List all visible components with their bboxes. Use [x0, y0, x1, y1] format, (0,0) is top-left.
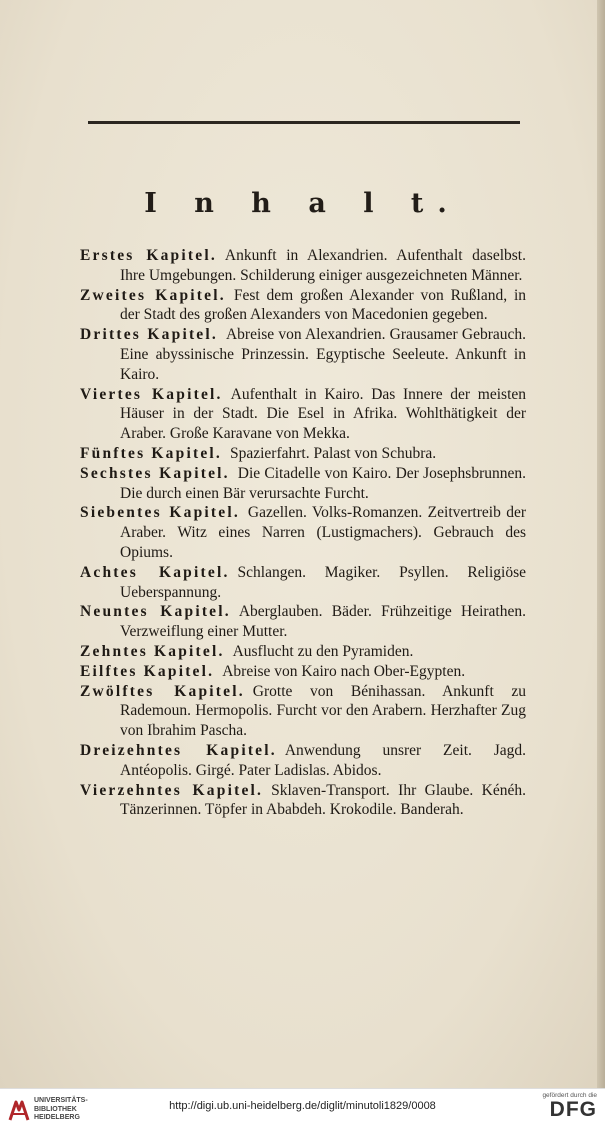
funding-label: gefördert durch die [542, 1092, 597, 1099]
viewer-footer [0, 1088, 605, 1129]
toc-entry-11 [80, 662, 526, 682]
chapter-label: Drittes Kapitel. [80, 326, 218, 344]
toc-entry-9 [80, 602, 526, 642]
chapter-summary: Grotte von Bénihassan. Ankunft zu Rademoun. Hermopolis. Furcht vor den Arabern. Herzhafter Zug von Ibrahim Pascha. [120, 682, 526, 740]
toc-entry-1 [80, 246, 526, 286]
page-title: I n h a l t. [144, 188, 461, 219]
chapter-summary: Abreise von Kairo nach Ober-Egypten. [222, 662, 466, 680]
logo-line-2: BIBLIOTHEK [34, 1105, 77, 1113]
table-of-contents [80, 246, 526, 820]
toc-entry-8 [80, 563, 526, 603]
chapter-label: Erstes Kapitel. [80, 247, 217, 264]
chapter-label: Sechstes Kapitel. [80, 464, 230, 482]
chapter-summary: Ankunft in Alexandrien. Aufenthalt daselbst. Ihre Umgebungen. Schilderung einiger ausgezeichneten Männer. [120, 247, 526, 284]
chapter-summary: Schlangen. Magiker. Psyllen. Religiöse Ueberspannung. [120, 563, 526, 601]
permalink-url[interactable]: http://digi.ub.uni-heidelberg.de/diglit/minutoli1829/0008 [169, 1100, 436, 1112]
page-edge [597, 0, 605, 1088]
chapter-label: Zweites Kapitel. [80, 286, 226, 304]
chapter-label: Neuntes Kapitel. [80, 603, 231, 621]
chapter-summary: Aufenthalt in Kairo. Das Innere der meisten Häuser in der Stadt. Die Esel in Afrika. Wohlthätigkeit der Araber. Große Karavane von Mekka. [120, 385, 526, 443]
chapter-label: Viertes Kapitel. [80, 385, 223, 403]
logo-line-3: HEIDELBERG [34, 1114, 80, 1121]
chapter-summary: Aberglauben. Bäder. Frühzeitige Heirathen. Verzweiflung einer Mutter. [120, 603, 526, 641]
chapter-summary: Sklaven-Transport. Ihr Glaube. Kénéh. Tänzerinnen. Töpfer in Ababdeh. Krokodile. Banderah. [120, 781, 526, 819]
toc-entry-3 [80, 325, 526, 384]
chapter-summary: Fest dem großen Alexander von Rußland, in der Stadt des großen Alexanders von Macedonien gegeben. [120, 286, 527, 324]
chapter-summary: Spazierfahrt. Palast von Schubra. [229, 444, 437, 462]
chapter-label: Zwölftes Kapitel. [80, 682, 245, 700]
toc-entry-12 [80, 682, 526, 741]
logo-line-1: UNIVERSITÄTS- [34, 1097, 88, 1104]
toc-entry-2 [80, 286, 526, 326]
chapter-label: Eilftes Kapitel. [80, 662, 215, 680]
toc-entry-4 [80, 385, 526, 444]
chapter-summary: Anwendung unsrer Zeit. Jagd. Antéopolis. Girgé. Pater Ladislas. Abidos. [120, 741, 527, 779]
dfg-logo[interactable] [527, 1092, 597, 1121]
toc-entry-14 [80, 781, 526, 821]
toc-entry-10 [80, 642, 526, 662]
chapter-label: Fünftes Kapitel. [80, 444, 222, 462]
chapter-summary: Ausflucht zu den Pyramiden. [232, 642, 414, 660]
header-rule [88, 121, 520, 124]
chapter-summary: Die Citadelle von Kairo. Der Josephsbrunnen. Die durch einen Bär verursachte Furcht. [120, 464, 526, 502]
dfg-wordmark: DFG [549, 1098, 597, 1121]
chapter-label: Zehntes Kapitel. [80, 642, 225, 660]
chapter-label: Siebentes Kapitel. [80, 504, 240, 522]
chapter-label: Vierzehntes Kapitel. [80, 781, 264, 799]
toc-entry-6 [80, 464, 526, 504]
chapter-summary: Gazellen. Volks-Romanzen. Zeitvertreib der Araber. Witz eines Narren (Lustigmachers). Gebrauch des Opiums. [120, 504, 526, 561]
chapter-summary: Abreise von Alexandrien. Grausamer Gebrauch. Eine abyssinische Prinzessin. Egyptische Seeleute. Ankunft in Kairo. [120, 326, 526, 383]
toc-entry-5 [80, 444, 526, 464]
chapter-label: Dreizehntes Kapitel. [80, 741, 277, 759]
toc-entry-7 [80, 503, 526, 562]
chapter-label: Achtes Kapitel. [80, 563, 230, 581]
toc-entry-13 [80, 741, 526, 781]
